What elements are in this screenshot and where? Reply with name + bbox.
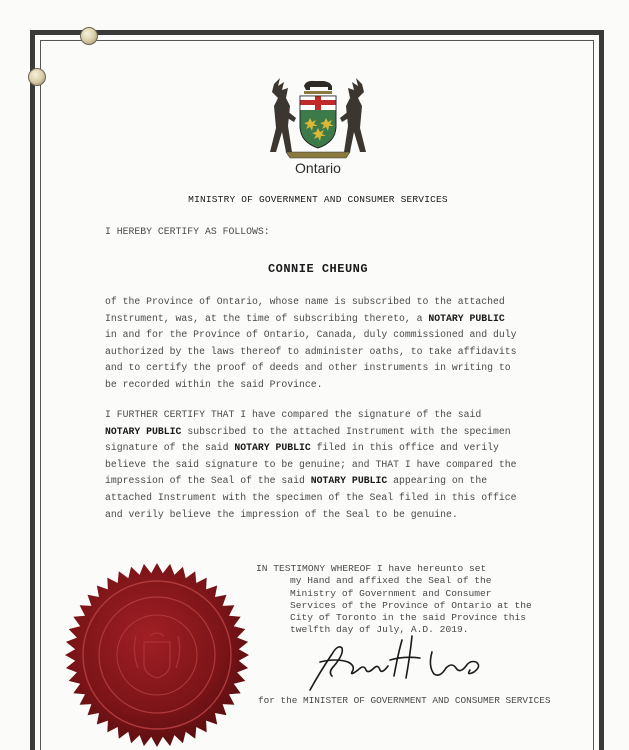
certify-intro: I HEREBY CERTIFY AS FOLLOWS: (105, 226, 270, 237)
testimony-block (256, 563, 532, 637)
minister-signature-caption: for the MINISTER OF GOVERNMENT AND CONSUMER SERVICES (258, 695, 551, 706)
para2-line-3 (105, 440, 535, 457)
paragraph-1 (105, 294, 535, 394)
red-ministry-seal-icon (54, 560, 260, 750)
para2-line-4: believe the said signature to be genuine; and THAT I have compared the (105, 458, 517, 470)
testimony-line-1: IN TESTIMONY WHEREOF I have hereunto set (256, 563, 487, 574)
paragraph-2 (105, 407, 535, 523)
ontario-wordmark: Ontario (295, 160, 341, 176)
para2-line-7: and verily believe the impression of the Seal to be genuine. (105, 508, 458, 520)
ministry-heading: MINISTRY OF GOVERNMENT AND CONSUMER SERVICES (188, 194, 448, 205)
testimony-line-6: twelfth day of July, A.D. 2019. (290, 624, 469, 636)
handwritten-signature (306, 632, 516, 694)
para1-line-6: be recorded within the said Province. (105, 378, 323, 390)
para1-line-2-text: Instrument, was, at the time of subscribing thereto, a (105, 312, 429, 324)
para1-line-2 (105, 311, 535, 328)
pin-left-icon (28, 68, 46, 86)
notary-name: CONNIE CHEUNG (267, 262, 369, 276)
seal-serrated-edge (65, 563, 249, 747)
para1-line-5: and to certify the proof of deeds and other instruments in writing to (105, 362, 511, 374)
testimony-line-4: Services of the Province of Ontario at the (290, 599, 532, 611)
para2-line-5 (105, 473, 535, 490)
para2-line-6: attached Instrument with the specimen of the Seal filed in this office (105, 491, 517, 503)
para1-line-3: in and for the Province of Ontario, Canada, duly commissioned and duly (105, 329, 517, 341)
testimony-line-5: City of Toronto in the said Province this (290, 612, 527, 624)
testimony-line-2: my Hand and affixed the Seal of the (290, 575, 492, 587)
para2-line-1: I FURTHER CERTIFY THAT I have compared the signature of the said (105, 409, 482, 420)
notary-public-term: NOTARY PUBLIC (234, 442, 311, 454)
notary-public-term: NOTARY PUBLIC (428, 312, 505, 324)
para1-line-1: of the Province of Ontario, whose name is subscribed to the attached (105, 296, 505, 307)
testimony-line-3: Ministry of Government and Consumer (290, 587, 492, 599)
para2-line-2 (105, 424, 535, 441)
pin-top-icon (80, 27, 98, 45)
para1-line-4: authorized by the laws thereof to administer oaths, to take affidavits (105, 345, 517, 357)
para2-line-5-text: impression of the Seal of the said (105, 475, 311, 487)
para2-line-5-end: appearing on the (387, 475, 488, 487)
para2-line-3-end: filed in this office and verily (310, 442, 499, 454)
ontario-coat-of-arms-icon (266, 76, 370, 170)
para2-line-2-text: subscribed to the attached Instrument with the specimen (181, 425, 511, 437)
para2-line-3-text: signature of the said (105, 442, 235, 454)
notary-public-term: NOTARY PUBLIC (105, 425, 182, 437)
notary-public-term: NOTARY PUBLIC (310, 475, 388, 487)
